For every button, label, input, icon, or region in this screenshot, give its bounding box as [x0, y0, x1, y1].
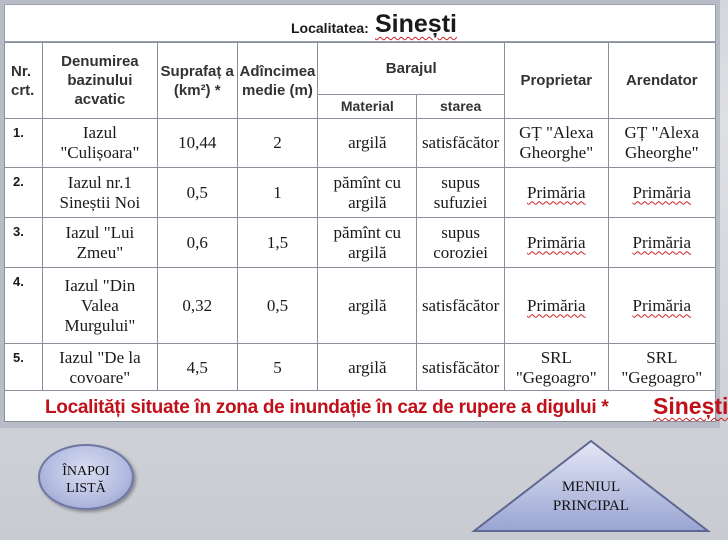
header-dam-material: Material [318, 95, 417, 119]
main-menu-label: MENIUL PRINCIPAL [552, 479, 630, 514]
pond-name: Iazul "Din Valea Murgului" [42, 268, 157, 344]
pond-depth: 5 [237, 344, 318, 392]
pond-area: 0,32 [157, 268, 237, 344]
table-row [5, 119, 716, 168]
header-name: Denumirea bazinului acvatic [42, 43, 157, 119]
row-number: 1. [5, 119, 43, 168]
dam-state: supus sufuziei [417, 168, 505, 218]
table-row [5, 218, 716, 268]
header-nr: Nr. crt. [5, 43, 43, 119]
flood-zone-text: Localități situate în zona de inundație în caz de rupere a digului * [45, 397, 609, 418]
pond-lessee: Primăria [608, 168, 715, 218]
pond-area: 4,5 [157, 344, 237, 392]
header-lessee: Arendator [608, 43, 715, 119]
dam-state: satisfăcător [417, 119, 505, 168]
header-depth: Adîncimea medie (m) [237, 43, 318, 119]
pond-lessee: SRL "Gegoagro" [608, 344, 715, 392]
pond-depth: 2 [237, 119, 318, 168]
pond-lessee: GȚ "Alexa Gheorghe" [608, 119, 715, 168]
pond-name: Iazul nr.1 Sineștii Noi [42, 168, 157, 218]
dam-material: argilă [318, 344, 417, 392]
flood-zone-locality: Sinești [653, 393, 728, 419]
pond-owner: GȚ "Alexa Gheorghe" [505, 119, 609, 168]
dam-state: satisfăcător [417, 344, 505, 392]
locality-name: Sinești [375, 10, 457, 38]
table-row [5, 168, 716, 218]
dam-material: argilă [318, 119, 417, 168]
row-number: 5. [5, 344, 43, 392]
dam-material: pămînt cu argilă [318, 218, 417, 268]
back-to-list-label: ÎNAPOI LISTĂ [62, 464, 110, 496]
pond-area: 0,5 [157, 168, 237, 218]
locality-label: Localitatea: [291, 20, 369, 36]
pond-name: Iazul "De la covoare" [42, 344, 157, 392]
pond-owner: Primăria [505, 268, 609, 344]
table-row [5, 268, 716, 344]
row-number: 4. [5, 268, 43, 344]
ponds-table [4, 42, 716, 392]
header-dam: Barajul [318, 43, 505, 95]
header-area: Suprafaț a (km²) * [157, 43, 237, 119]
pond-depth: 1 [237, 168, 318, 218]
main-menu-button[interactable] [470, 438, 712, 534]
dam-state: satisfăcător [417, 268, 505, 344]
pond-owner: Primăria [505, 218, 609, 268]
pond-owner: SRL "Gegoagro" [505, 344, 609, 392]
pond-lessee: Primăria [608, 218, 715, 268]
title-bar [4, 4, 716, 42]
pond-name: Iazul "Culișoara" [42, 119, 157, 168]
back-to-list-button[interactable] [38, 444, 134, 510]
table-row [5, 344, 716, 392]
pond-depth: 1,5 [237, 218, 318, 268]
dam-state: supus coroziei [417, 218, 505, 268]
pond-owner: Primăria [505, 168, 609, 218]
dam-material: pămînt cu argilă [318, 168, 417, 218]
flood-zone-note [4, 390, 728, 422]
row-number: 2. [5, 168, 43, 218]
header-owner: Proprietar [505, 43, 609, 119]
pond-area: 0,6 [157, 218, 237, 268]
header-dam-state: starea [417, 95, 505, 119]
dam-material: argilă [318, 268, 417, 344]
pond-name: Iazul "Lui Zmeu" [42, 218, 157, 268]
row-number: 3. [5, 218, 43, 268]
pond-lessee: Primăria [608, 268, 715, 344]
pond-area: 10,44 [157, 119, 237, 168]
pond-depth: 0,5 [237, 268, 318, 344]
